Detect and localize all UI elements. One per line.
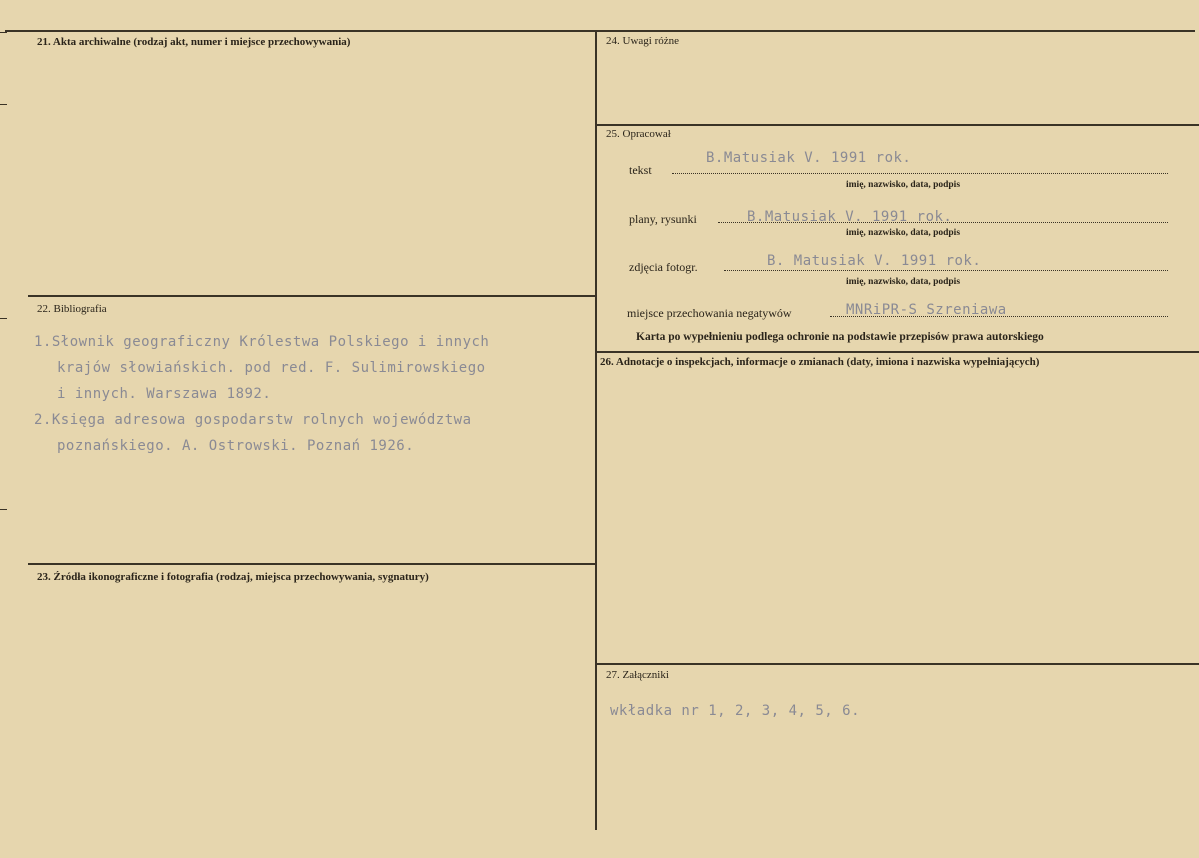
margin-tick [0,104,7,105]
margin-tick [0,318,7,319]
plany-label: plany, rysunki [629,212,697,226]
negatywy-label: miejsce przechowania negatywów [627,306,792,320]
section-25-heading: 25. Opracował [606,128,671,140]
plany-caption: imię, nazwisko, data, podpis [846,228,961,238]
section-23-heading: 23. Źródła ikonograficzne i fotografia (rodzaj, miejsca przechowywania, sygnatury) [37,571,429,583]
margin-tick [0,32,7,33]
rule-25-26 [597,351,1199,353]
plany-dotted-line [718,222,1168,223]
negatywy-dotted-line [830,316,1168,317]
rule-26-27 [597,663,1199,665]
zdjecia-value: B. Matusiak V. 1991 rok. [767,253,982,269]
negatywy-value: MNRiPR-S Szreniawa [846,302,1007,318]
zdjecia-dotted-line [724,270,1168,271]
rule-21-22 [28,295,596,297]
section-22-heading: 22. Bibliografia [37,303,107,315]
section-26-heading: 26. Adnotacje o inspekcjach, informacje o zmianach (daty, imiona i nazwiska wypełniających) [600,356,1040,368]
bibliography-line: 2.Księga adresowa gospodarstw rolnych województwa [34,412,472,428]
bibliography-line: 1.Słownik geograficzny Królestwa Polskiego i innych [34,334,490,350]
zdjecia-label: zdjęcia fotogr. [629,260,698,274]
bibliography-line: i innych. Warszawa 1892. [57,386,272,402]
section-21-heading: 21. Akta archiwalne (rodzaj akt, numer i miejsce przechowywania) [37,36,351,48]
tekst-value: B.Matusiak V. 1991 rok. [706,150,912,166]
top-rule [5,30,1195,32]
section-24-heading: 24. Uwagi różne [606,35,680,47]
section-27-heading: 27. Załączniki [606,669,669,681]
copyright-note: Karta po wypełnieniu podlega ochronie na podstawie przepisów prawa autorskiego [636,331,1044,343]
tekst-label: tekst [629,163,652,177]
bibliography-line: krajów słowiańskich. pod red. F. Sulimirowskiego [57,360,486,376]
plany-value: B.Matusiak V. 1991 rok. [747,209,953,225]
rule-22-23 [28,563,596,565]
rule-24-25 [597,124,1199,126]
attachments-value: wkładka nr 1, 2, 3, 4, 5, 6. [610,703,861,719]
center-divider [595,30,597,830]
margin-tick [0,509,7,510]
zdjecia-caption: imię, nazwisko, data, podpis [846,277,961,287]
tekst-caption: imię, nazwisko, data, podpis [846,180,961,190]
bibliography-line: poznańskiego. A. Ostrowski. Poznań 1926. [57,438,415,454]
tekst-dotted-line [672,173,1168,174]
